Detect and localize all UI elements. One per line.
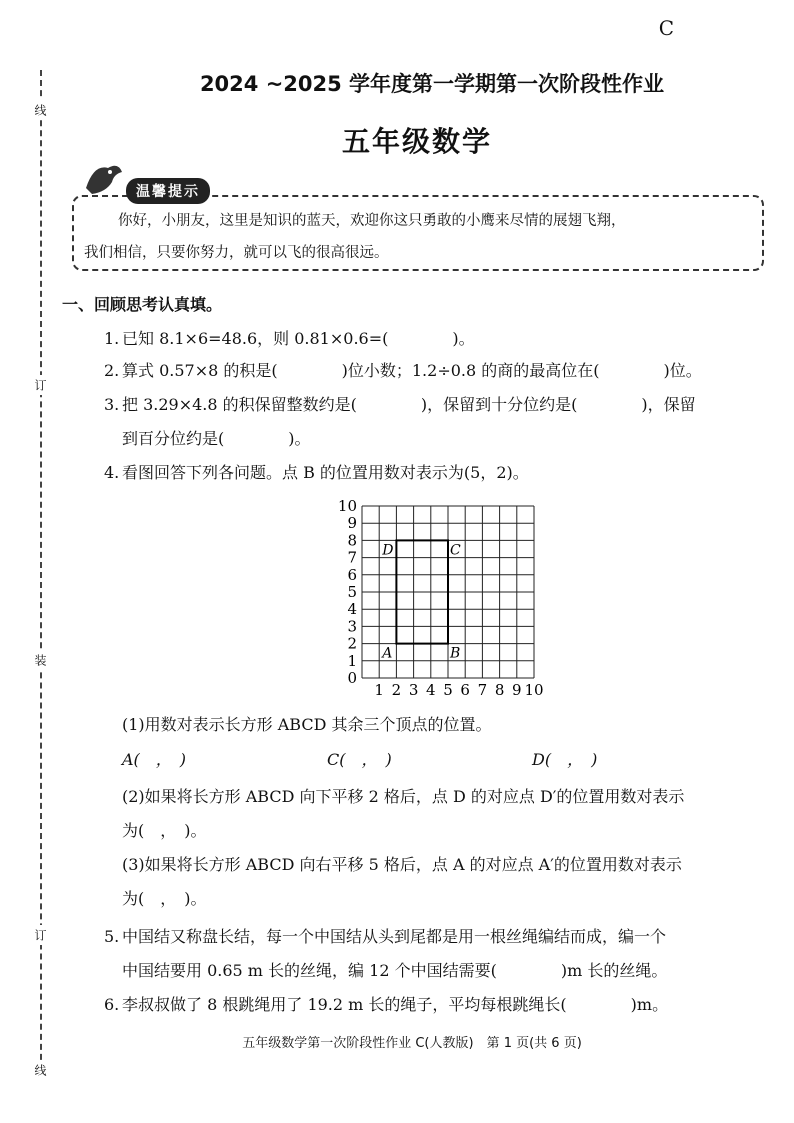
x-tick-label: 5: [443, 681, 453, 699]
question-text: 已知 8.1×6=48.6，则 0.81×0.6=( )。: [122, 329, 475, 348]
y-tick-label: 3: [347, 617, 357, 636]
y-tick-label: 1: [347, 651, 357, 670]
question-number: 1.: [104, 329, 120, 348]
tip-line: 你好，小朋友，这里是知识的蓝天，欢迎你这只勇敢的小鹰来尽情的展翅飞翔，: [118, 213, 626, 229]
vertex-coordinates: [122, 743, 772, 777]
question-4-sub2: [122, 780, 772, 848]
question-1: [104, 322, 774, 356]
question-5: [104, 920, 774, 988]
point-label: D: [382, 542, 394, 559]
y-tick-label: 8: [347, 531, 357, 550]
x-tick-label: 1: [374, 681, 384, 699]
x-tick-label: 3: [408, 681, 419, 699]
y-tick-label: 9: [347, 514, 357, 533]
question-text-cont: 到百分位约是( )。: [122, 429, 311, 448]
eagle-icon: [82, 158, 124, 198]
question-text: (2)如果将长方形 ABCD 向下平移 2 格后，点 D 的对应点 D′的位置用数对表示: [122, 787, 685, 806]
section-heading: 一、回顾思考认真填。: [62, 295, 223, 314]
binding-label: 线: [32, 100, 49, 120]
coordinate-grid: [336, 495, 566, 705]
y-tick-label: 2: [347, 634, 357, 653]
question-number: 3.: [104, 395, 120, 414]
question-text-cont: 中国结要用 0.65 m 长的丝绳，编 12 个中国结需要( )m 长的丝绳。: [122, 961, 668, 980]
point-label: A: [382, 645, 393, 662]
page-subtitle: 五年级数学: [341, 125, 492, 158]
x-tick-label: 4: [426, 681, 436, 699]
binding-label: 装: [32, 650, 49, 670]
y-tick-label: 4: [347, 600, 357, 619]
question-number: 4.: [104, 463, 120, 482]
coord-d: D( ， ): [532, 750, 598, 769]
question-4-sub1: (1)用数对表示长方形 ABCD 其余三个顶点的位置。: [122, 715, 492, 734]
binding-label: 订: [32, 925, 49, 945]
x-tick-label: 10: [524, 681, 544, 699]
question-4: [104, 456, 774, 490]
point-label: B: [450, 645, 461, 662]
y-tick-label: 6: [347, 565, 357, 584]
question-4-sub3: [122, 848, 772, 916]
point-label: C: [450, 542, 461, 559]
page-footer: 五年级数学第一次阶段性作业 C(人教版) 第 1 页(共 6 页): [242, 1036, 582, 1051]
version-mark: C: [658, 16, 674, 40]
question-text: 算式 0.57×8 的积是( )位小数；1.2÷0.8 的商的最高位在( )位。: [122, 361, 702, 380]
question-number: 6.: [104, 995, 120, 1014]
question-number: 2.: [104, 361, 120, 380]
question-2: [104, 354, 774, 388]
tip-text: [84, 205, 754, 269]
y-tick-label: 7: [347, 548, 357, 567]
question-text: 看图回答下列各问题。点 B 的位置用数对表示为(5，2)。: [122, 463, 529, 482]
question-text: 李叔叔做了 8 根跳绳用了 19.2 m 长的绳子，平均每根跳绳长( )m。: [122, 995, 669, 1014]
binding-label: 订: [32, 375, 49, 395]
question-6: [104, 988, 774, 1022]
y-tick-label: 10: [337, 497, 357, 515]
binding-label: 线: [32, 1060, 49, 1080]
x-tick-label: 9: [512, 681, 522, 699]
tip-badge: 温馨提示: [126, 178, 210, 204]
x-tick-label: 6: [460, 681, 470, 699]
y-tick-label: 5: [347, 583, 357, 601]
x-tick-label: 2: [391, 681, 402, 699]
x-tick-label: 7: [477, 681, 488, 699]
coord-c: C( ， ): [327, 750, 392, 769]
question-text: 为( ， )。: [122, 821, 207, 840]
question-number: 5.: [104, 927, 120, 946]
question-text: 把 3.29×4.8 的积保留整数约是( )，保留到十分位约是( )，保留: [122, 395, 696, 414]
tip-line: 我们相信，只要你努力，就可以飞的很高很远。: [84, 245, 389, 261]
coord-a: A( ， ): [122, 750, 187, 769]
x-tick-label: 8: [494, 681, 505, 699]
question-3: [104, 388, 774, 456]
question-text: (3)如果将长方形 ABCD 向右平移 5 格后，点 A 的对应点 A′的位置用数对表示: [122, 855, 682, 874]
question-text: 为( ， )。: [122, 889, 207, 908]
y-tick-label: 0: [347, 669, 357, 687]
question-text: 中国结又称盘长结，每一个中国结从头到尾都是用一根丝绳编结而成，编一个: [122, 927, 667, 946]
page-title: 2024 ~2025 学年度第一学期第一次阶段性作业: [199, 72, 665, 96]
